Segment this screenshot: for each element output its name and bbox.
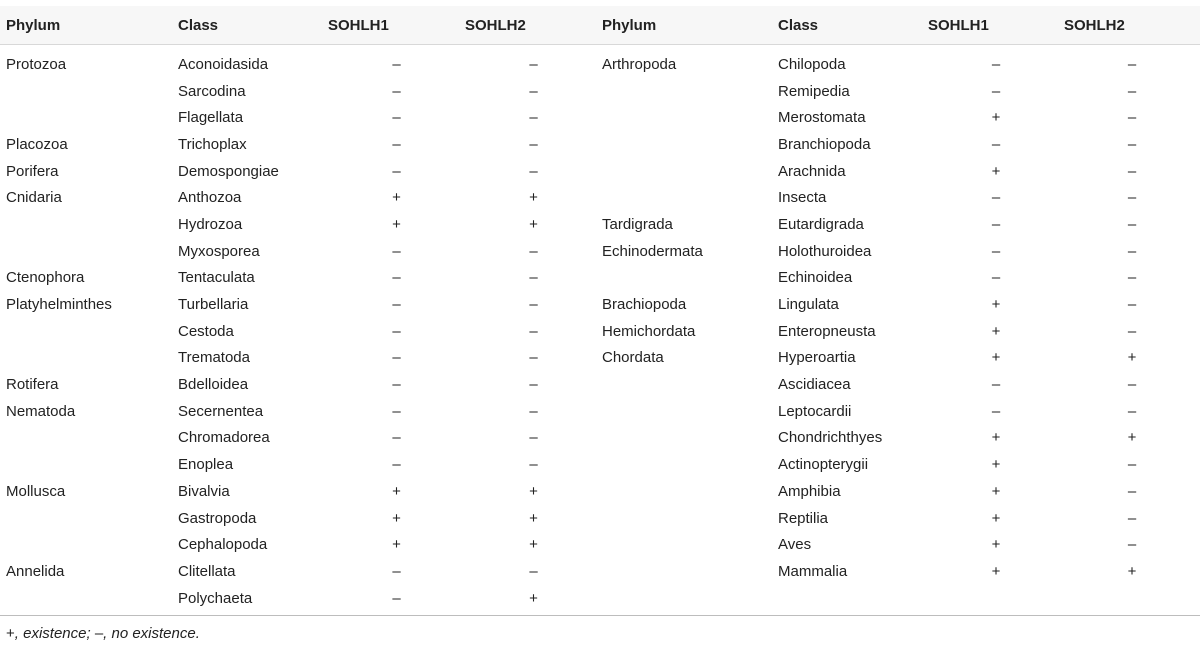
class-cell: Lingulata	[778, 296, 839, 314]
sohlh1-cell: –	[392, 269, 401, 287]
sohlh2-cell: +	[529, 509, 538, 527]
phylum-cell	[602, 265, 778, 292]
sohlh1-cell: –	[991, 82, 1001, 100]
phylum-cell	[602, 158, 778, 185]
class-cell: Turbellaria	[178, 296, 249, 314]
sohlh2-cell: +	[1127, 562, 1137, 580]
class-cell: Echinoidea	[778, 269, 853, 287]
table-row	[0, 425, 1200, 452]
sohlh2-cell: –	[529, 55, 538, 73]
phylum-cell: Mollusca	[6, 482, 66, 500]
sohlh1-cell: –	[392, 82, 401, 100]
sohlh2-cell: –	[1127, 242, 1137, 260]
sohlh1-cell: –	[392, 109, 401, 127]
sohlh2-cell: –	[529, 429, 538, 447]
header-sohlh2-right: SOHLH2	[1064, 16, 1125, 34]
table-row	[0, 238, 1200, 265]
phylum-cell	[0, 451, 178, 478]
phylum-cell: Chordata	[602, 349, 664, 367]
sohlh1-cell: –	[392, 429, 401, 447]
phylum-cell	[0, 505, 178, 532]
sohlh2-cell: +	[529, 589, 538, 607]
sohlh2-cell: –	[529, 242, 538, 260]
sohlh2-cell: –	[529, 296, 538, 314]
class-cell: Holothuroidea	[778, 242, 872, 260]
sohlh2-cell: –	[1127, 135, 1137, 153]
table-row	[0, 558, 1200, 585]
class-cell: Tentaculata	[178, 269, 255, 287]
sohlh1-cell: –	[991, 189, 1001, 207]
table-row	[0, 158, 1200, 185]
phylum-cell: Protozoa	[6, 55, 67, 73]
sohlh1-cell: –	[392, 55, 401, 73]
sohlh1-cell: +	[392, 536, 401, 554]
footnote-plus-text: , existence;	[14, 625, 95, 642]
table-row	[0, 45, 1200, 78]
phylum-class-table	[0, 6, 1200, 611]
table-row	[0, 291, 1200, 318]
phylum-cell: Platyhelminthes	[6, 296, 112, 314]
sohlh2-cell: –	[529, 82, 538, 100]
class-cell: Chromadorea	[178, 429, 270, 447]
class-cell: Hyperoartia	[778, 349, 856, 367]
header-sohlh1-left: SOHLH1	[328, 16, 389, 34]
class-cell: Remipedia	[778, 82, 850, 100]
sohlh2-cell: –	[1127, 482, 1137, 500]
phylum-cell: Placozoa	[6, 135, 68, 153]
phylum-cell	[602, 78, 778, 105]
sohlh2-cell: –	[1127, 109, 1137, 127]
table-row	[0, 265, 1200, 292]
sohlh1-cell: –	[991, 55, 1001, 73]
sohlh1-cell: –	[991, 402, 1001, 420]
phylum-cell	[602, 425, 778, 452]
footnote-minus-text: , no existence.	[103, 625, 200, 642]
phylum-cell	[602, 398, 778, 425]
sohlh1-cell: –	[991, 135, 1001, 153]
class-cell: Aves	[778, 536, 812, 554]
class-cell: Bdelloidea	[178, 376, 249, 394]
class-cell: Reptilia	[778, 509, 829, 527]
sohlh2-cell: –	[1127, 162, 1137, 180]
header-phylum-left: Phylum	[6, 16, 61, 34]
sohlh2-cell: –	[1127, 322, 1137, 340]
phylum-cell: Echinodermata	[602, 242, 703, 260]
phylum-cell	[0, 238, 178, 265]
phylum-cell: Tardigrada	[602, 215, 673, 233]
sohlh1-cell: –	[392, 456, 401, 474]
sohlh1-cell: +	[991, 482, 1001, 500]
sohlh2-cell: –	[1127, 376, 1137, 394]
sohlh2-cell: –	[1127, 296, 1137, 314]
sohlh1-cell: –	[392, 162, 401, 180]
sohlh1-cell: –	[392, 589, 401, 607]
header-class-right: Class	[778, 16, 819, 34]
class-cell: Branchiopoda	[778, 135, 871, 153]
class-cell: Enteropneusta	[778, 322, 876, 340]
phylum-cell: Rotifera	[6, 376, 59, 394]
phylum-cell: Arthropoda	[602, 55, 677, 73]
table-row	[0, 505, 1200, 532]
table-row	[0, 211, 1200, 238]
phylum-cell	[0, 211, 178, 238]
phylum-cell	[602, 558, 778, 585]
sohlh2-cell: –	[529, 376, 538, 394]
class-cell: Amphibia	[778, 482, 841, 500]
sohlh2-cell: –	[529, 456, 538, 474]
class-cell: Gastropoda	[178, 509, 257, 527]
table-row	[0, 451, 1200, 478]
class-cell: Hydrozoa	[178, 215, 243, 233]
sohlh1-cell: –	[392, 242, 401, 260]
sohlh2-cell: –	[529, 162, 538, 180]
class-cell: Polychaeta	[178, 589, 253, 607]
table-row	[0, 371, 1200, 398]
sohlh1-cell: +	[392, 215, 401, 233]
sohlh1-cell: –	[392, 402, 401, 420]
class-cell: Mammalia	[778, 562, 848, 580]
class-cell: Cestoda	[178, 322, 234, 340]
phylum-cell: Annelida	[6, 562, 65, 580]
sohlh1-cell: +	[991, 429, 1001, 447]
phylum-cell	[602, 451, 778, 478]
sohlh1-cell: +	[991, 162, 1001, 180]
header-sohlh2-left: SOHLH2	[465, 16, 526, 34]
header-class-left: Class	[178, 16, 219, 34]
table-row	[0, 184, 1200, 211]
class-cell: Trichoplax	[178, 135, 247, 153]
phylum-cell	[0, 585, 178, 612]
sohlh2-cell: –	[1127, 456, 1137, 474]
sohlh1-cell: +	[991, 562, 1001, 580]
sohlh1-cell: +	[991, 109, 1001, 127]
sohlh1-cell: –	[991, 215, 1001, 233]
sohlh2-cell: +	[1127, 429, 1137, 447]
class-cell: Clitellata	[178, 562, 236, 580]
sohlh1-cell: +	[991, 456, 1001, 474]
sohlh2-cell: –	[1127, 269, 1137, 287]
table-footnote	[6, 625, 200, 642]
sohlh1-cell: –	[991, 376, 1001, 394]
class-cell: Enoplea	[178, 456, 234, 474]
sohlh2-cell: –	[529, 349, 538, 367]
class-cell: Demospongiae	[178, 162, 279, 180]
phylum-cell	[602, 585, 778, 612]
class-cell	[778, 585, 928, 612]
sohlh1-cell	[928, 585, 1064, 612]
phylum-cell	[0, 345, 178, 372]
phylum-cell: Ctenophora	[6, 269, 85, 287]
class-cell: Actinopterygii	[778, 456, 869, 474]
table-body	[0, 45, 1200, 612]
header-phylum-right: Phylum	[602, 16, 657, 34]
class-cell: Anthozoa	[178, 189, 242, 207]
sohlh1-cell: +	[991, 296, 1001, 314]
sohlh1-cell: +	[392, 482, 401, 500]
phylum-cell	[0, 318, 178, 345]
sohlh1-cell: –	[392, 322, 401, 340]
table-row	[0, 478, 1200, 505]
class-cell: Trematoda	[178, 349, 250, 367]
sohlh1-cell: +	[991, 509, 1001, 527]
table-header-row	[0, 6, 1200, 45]
table-row	[0, 131, 1200, 158]
phylum-cell: Cnidaria	[6, 189, 62, 207]
sohlh2-cell: –	[1127, 402, 1137, 420]
table-bottom-rule	[0, 615, 1200, 616]
sohlh1-cell: –	[392, 376, 401, 394]
sohlh2-cell: –	[529, 109, 538, 127]
class-cell: Chondrichthyes	[778, 429, 883, 447]
phylum-cell	[0, 425, 178, 452]
class-cell: Chilopoda	[778, 55, 846, 73]
sohlh2-cell: +	[529, 215, 538, 233]
phylum-cell	[0, 531, 178, 558]
phylum-cell: Nematoda	[6, 402, 76, 420]
phylum-cell: Brachiopoda	[602, 296, 687, 314]
sohlh2-cell: +	[1127, 349, 1137, 367]
sohlh2-cell: –	[1127, 55, 1137, 73]
sohlh1-cell: –	[392, 135, 401, 153]
phylum-cell	[0, 104, 178, 131]
sohlh2-cell: +	[529, 189, 538, 207]
sohlh1-cell: +	[392, 509, 401, 527]
table-row	[0, 531, 1200, 558]
class-cell: Secernentea	[178, 402, 264, 420]
sohlh2-cell: –	[1127, 82, 1137, 100]
phylum-cell	[602, 505, 778, 532]
sohlh2-cell: –	[529, 269, 538, 287]
sohlh2-cell: –	[529, 322, 538, 340]
class-cell: Arachnida	[778, 162, 846, 180]
class-cell: Merostomata	[778, 109, 866, 127]
class-cell: Myxosporea	[178, 242, 260, 260]
sohlh2-cell: +	[529, 536, 538, 554]
class-cell: Eutardigrada	[778, 215, 864, 233]
sohlh2-cell: –	[529, 135, 538, 153]
sohlh1-cell: –	[392, 296, 401, 314]
phylum-cell	[602, 371, 778, 398]
phylum-cell	[602, 531, 778, 558]
sohlh2-cell: –	[1127, 509, 1137, 527]
sohlh1-cell: +	[991, 349, 1001, 367]
table-row	[0, 585, 1200, 612]
sohlh2-cell: –	[529, 562, 538, 580]
table-row	[0, 398, 1200, 425]
phylum-cell	[602, 184, 778, 211]
sohlh2-cell: –	[1127, 536, 1137, 554]
class-cell: Flagellata	[178, 109, 244, 127]
header-sohlh1-right: SOHLH1	[928, 16, 989, 34]
table-row	[0, 104, 1200, 131]
sohlh1-cell: –	[991, 242, 1001, 260]
sohlh2-cell	[1064, 585, 1200, 612]
phylum-cell	[602, 104, 778, 131]
phylum-cell: Hemichordata	[602, 322, 696, 340]
table-row	[0, 318, 1200, 345]
sohlh1-cell: +	[392, 189, 401, 207]
phylum-cell	[0, 78, 178, 105]
sohlh1-cell: –	[991, 269, 1001, 287]
class-cell: Cephalopoda	[178, 536, 268, 554]
class-cell: Leptocardii	[778, 402, 852, 420]
table-row	[0, 78, 1200, 105]
sohlh2-cell: –	[529, 402, 538, 420]
class-cell: Aconoidasida	[178, 55, 269, 73]
sohlh2-cell: +	[529, 482, 538, 500]
sohlh2-cell: –	[1127, 215, 1137, 233]
table-row	[0, 345, 1200, 372]
sohlh1-cell: +	[991, 322, 1001, 340]
sohlh2-cell: –	[1127, 189, 1137, 207]
phylum-cell: Porifera	[6, 162, 59, 180]
sohlh1-cell: –	[392, 349, 401, 367]
sohlh1-cell: –	[392, 562, 401, 580]
sohlh1-cell: +	[991, 536, 1001, 554]
class-cell: Sarcodina	[178, 82, 246, 100]
phylum-cell	[602, 478, 778, 505]
phylum-cell	[602, 131, 778, 158]
class-cell: Bivalvia	[178, 482, 230, 500]
footnote-plus-symbol: +	[6, 625, 15, 642]
class-cell: Ascidiacea	[778, 376, 851, 394]
class-cell: Insecta	[778, 189, 827, 207]
footnote-minus-symbol: –	[94, 625, 104, 642]
